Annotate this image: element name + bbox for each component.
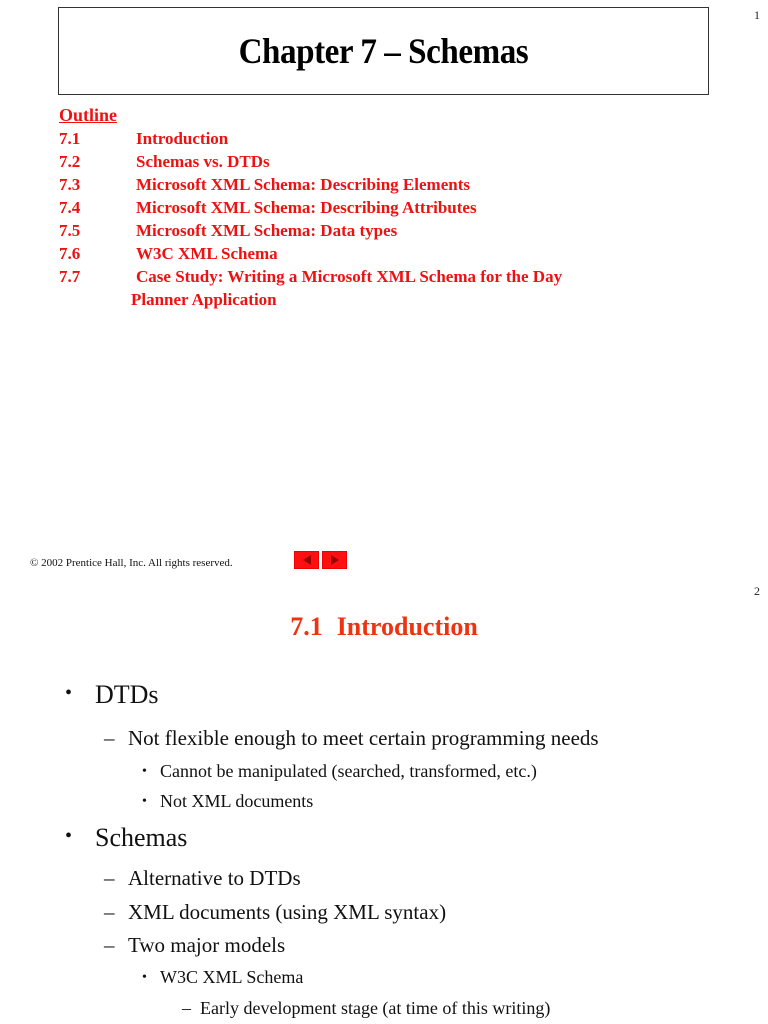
- outline-item-number: 7.7: [59, 267, 81, 286]
- bullet-level-1: [65, 680, 159, 710]
- outline-item-label: W3C XML Schema: [136, 244, 278, 263]
- outline-item-number: 7.5: [59, 221, 81, 240]
- bullet-icon: •: [142, 794, 147, 809]
- bullet-text: Schemas: [95, 823, 188, 852]
- bullet-icon: •: [142, 970, 147, 985]
- bullet-text: W3C XML Schema: [160, 967, 304, 987]
- dash-icon: –: [104, 900, 115, 924]
- page-number: 1: [754, 8, 760, 22]
- bullet-level-2: [104, 900, 446, 925]
- outline-item-continuation: Planner Application: [131, 290, 277, 309]
- dash-icon: –: [104, 726, 115, 750]
- bullet-text: Alternative to DTDs: [128, 866, 301, 890]
- bullet-level-3: [142, 761, 537, 782]
- outline: [59, 104, 562, 311]
- previous-slide-button[interactable]: [294, 551, 319, 569]
- bullet-level-2: [104, 933, 285, 958]
- bullet-icon: •: [65, 825, 73, 847]
- outline-item[interactable]: [59, 265, 562, 288]
- bullet-icon: •: [65, 682, 73, 704]
- bullet-text: Early development stage (at time of this writing): [200, 998, 551, 1018]
- dash-icon: –: [104, 933, 115, 957]
- outline-item-label: Microsoft XML Schema: Describing Attributes: [136, 198, 477, 217]
- outline-item-label: Introduction: [136, 129, 229, 148]
- outline-item-label: Microsoft XML Schema: Describing Elements: [136, 175, 470, 194]
- dash-icon: –: [104, 866, 115, 890]
- outline-item[interactable]: [59, 219, 562, 242]
- outline-item[interactable]: [59, 173, 562, 196]
- outline-item-number: 7.4: [59, 198, 81, 217]
- outline-item[interactable]: [59, 150, 562, 173]
- outline-item[interactable]: [59, 127, 562, 150]
- outline-item-label: Microsoft XML Schema: Data types: [136, 221, 398, 240]
- title-box: [58, 7, 709, 95]
- section-title-text: Introduction: [336, 612, 478, 641]
- bullet-level-1: [65, 823, 187, 853]
- right-triangle-icon: [331, 555, 339, 565]
- outline-item-number: 7.6: [59, 244, 81, 263]
- bullet-text: Not flexible enough to meet certain programming needs: [128, 726, 599, 750]
- bullet-level-3: [142, 791, 313, 812]
- bullet-level-2: [104, 726, 599, 751]
- bullet-text: DTDs: [95, 680, 159, 709]
- bullet-text: Cannot be manipulated (searched, transformed, etc.): [160, 761, 537, 781]
- bullet-level-3: [142, 967, 303, 988]
- outline-item-number: 7.2: [59, 152, 81, 171]
- copyright-footer: © 2002 Prentice Hall, Inc. All rights reserved.: [30, 557, 233, 569]
- outline-heading: Outline: [59, 105, 118, 125]
- bullet-level-2: [104, 866, 301, 891]
- next-slide-button[interactable]: [322, 551, 347, 569]
- dash-icon: –: [182, 998, 191, 1018]
- slide-nav: [294, 551, 347, 569]
- page-number: 2: [754, 584, 760, 598]
- outline-item[interactable]: [59, 196, 562, 219]
- bullet-icon: •: [142, 764, 147, 779]
- chapter-title: Chapter 7 – Schemas: [238, 31, 529, 71]
- slide-2: [0, 580, 768, 1024]
- left-triangle-icon: [303, 555, 311, 565]
- outline-item-label: Case Study: Writing a Microsoft XML Schema for the Day: [136, 267, 563, 286]
- bullet-text: Not XML documents: [160, 791, 314, 811]
- bullet-text: XML documents (using XML syntax): [128, 900, 447, 924]
- bullet-text: Two major models: [128, 933, 286, 957]
- outline-item-label: Schemas vs. DTDs: [136, 152, 270, 171]
- outline-item[interactable]: [59, 242, 562, 265]
- outline-item-number: 7.1: [59, 129, 81, 148]
- outline-item-number: 7.3: [59, 175, 81, 194]
- section-title: [0, 612, 768, 642]
- bullet-level-4: [182, 998, 550, 1019]
- section-number: 7.1: [290, 612, 323, 641]
